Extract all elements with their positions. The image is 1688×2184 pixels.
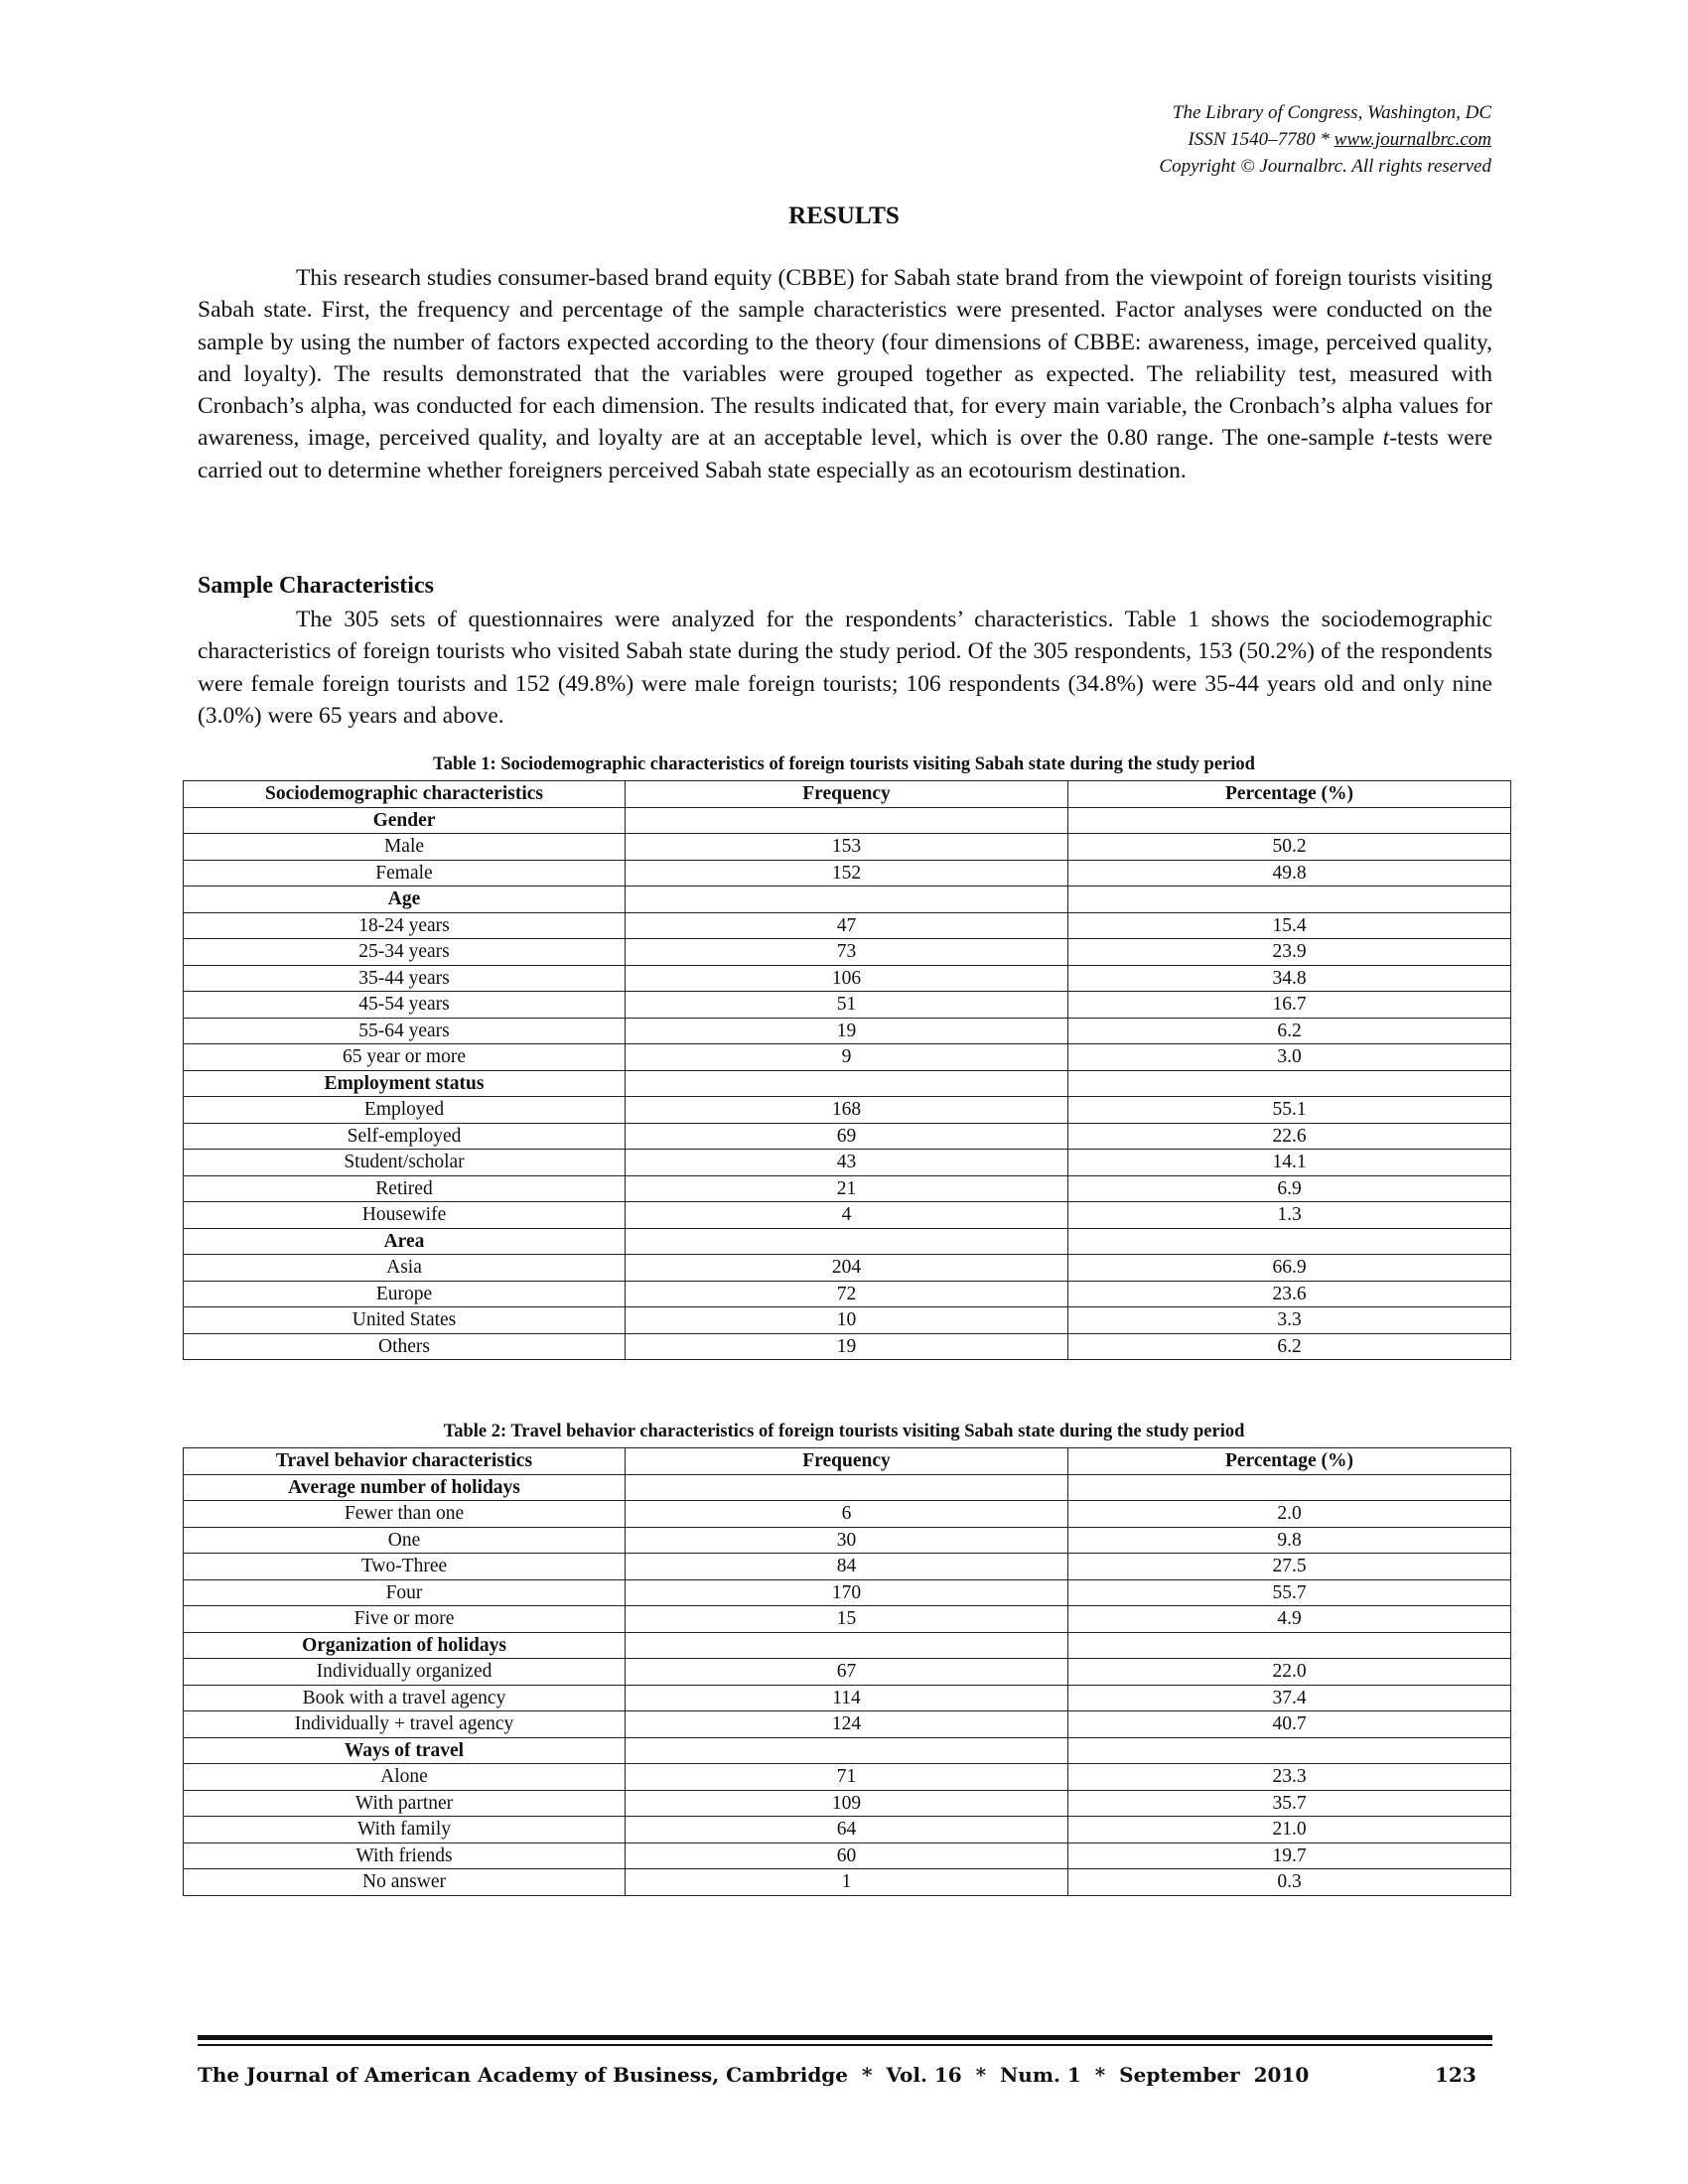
column-header: Travel behavior characteristics	[184, 1448, 626, 1475]
frequency-cell: 21	[626, 1175, 1068, 1202]
percentage-cell: 3.0	[1068, 1044, 1511, 1071]
row-label: Five or more	[184, 1606, 626, 1633]
results-paragraph	[198, 262, 1492, 486]
row-label: No answer	[184, 1869, 626, 1896]
table-header-row	[184, 1448, 1511, 1475]
table-row	[184, 1790, 1511, 1817]
percentage-cell: 22.6	[1068, 1123, 1511, 1150]
table-group-row	[184, 1228, 1511, 1255]
group-label: Area	[184, 1228, 626, 1255]
percentage-cell: 55.7	[1068, 1579, 1511, 1606]
empty-cell	[1068, 1474, 1511, 1501]
group-label: Gender	[184, 807, 626, 834]
table-row	[184, 1202, 1511, 1229]
frequency-cell: 1	[626, 1869, 1068, 1896]
footer-rule-thin	[198, 2044, 1492, 2046]
table-row	[184, 1685, 1511, 1711]
percentage-cell: 19.7	[1068, 1843, 1511, 1869]
table-row	[184, 1044, 1511, 1071]
row-label: Asia	[184, 1255, 626, 1282]
table-row	[184, 1843, 1511, 1869]
empty-cell	[626, 807, 1068, 834]
footer-journal-citation: The Journal of American Academy of Business, Cambridge * Vol. 16 * Num. 1 * September 2010	[198, 2063, 1310, 2087]
table-row	[184, 1711, 1511, 1738]
table-row	[184, 912, 1511, 939]
percentage-cell: 6.2	[1068, 1333, 1511, 1360]
group-label: Employment status	[184, 1070, 626, 1097]
page-number: 123	[1435, 2063, 1477, 2087]
percentage-cell: 2.0	[1068, 1501, 1511, 1528]
frequency-cell: 84	[626, 1554, 1068, 1580]
sociodemographic-table	[183, 780, 1511, 1360]
frequency-cell: 204	[626, 1255, 1068, 1282]
frequency-cell: 124	[626, 1711, 1068, 1738]
frequency-cell: 43	[626, 1150, 1068, 1176]
group-label: Organization of holidays	[184, 1632, 626, 1659]
frequency-cell: 9	[626, 1044, 1068, 1071]
percentage-cell: 14.1	[1068, 1150, 1511, 1176]
percentage-cell: 40.7	[1068, 1711, 1511, 1738]
table-row	[184, 1175, 1511, 1202]
percentage-cell: 16.7	[1068, 992, 1511, 1019]
header-issn-line	[1159, 126, 1491, 153]
table-group-row	[184, 1737, 1511, 1764]
table-group-row	[184, 1070, 1511, 1097]
empty-cell	[626, 1474, 1068, 1501]
frequency-cell: 19	[626, 1018, 1068, 1044]
sample-paragraph-text: The 305 sets of questionnaires were analyzed for the respondents’ characteristics. Table 1 shows the sociodemographic characteristics of foreign tourists who visited Sabah state during the study period. Of the 305 respondents, 153 (50.2%) of the respondents were female foreign tourists and 152 (49.8%) were male foreign tourists; 106 respondents (34.8%) were 35-44 years old and only nine (3.0%) were 65 years and above.	[198, 607, 1492, 729]
percentage-cell: 15.4	[1068, 912, 1511, 939]
table-row	[184, 939, 1511, 966]
row-label: 65 year or more	[184, 1044, 626, 1071]
header-library-line: The Library of Congress, Washington, DC	[1172, 102, 1491, 123]
row-label: Self-employed	[184, 1123, 626, 1150]
frequency-cell: 106	[626, 965, 1068, 992]
percentage-cell: 37.4	[1068, 1685, 1511, 1711]
row-label: With friends	[184, 1843, 626, 1869]
frequency-cell: 10	[626, 1307, 1068, 1334]
table-row	[184, 1659, 1511, 1686]
row-label: 45-54 years	[184, 992, 626, 1019]
table-row	[184, 1150, 1511, 1176]
row-label: 55-64 years	[184, 1018, 626, 1044]
row-label: Retired	[184, 1175, 626, 1202]
table-row	[184, 1501, 1511, 1528]
table-row	[184, 860, 1511, 887]
subsection-heading: Sample Characteristics	[198, 573, 434, 599]
row-label: 35-44 years	[184, 965, 626, 992]
frequency-cell: 73	[626, 939, 1068, 966]
percentage-cell: 49.8	[1068, 860, 1511, 887]
empty-cell	[1068, 1632, 1511, 1659]
section-title: RESULTS	[788, 203, 900, 229]
frequency-cell: 4	[626, 1202, 1068, 1229]
group-label: Average number of holidays	[184, 1474, 626, 1501]
frequency-cell: 152	[626, 860, 1068, 887]
row-label: Book with a travel agency	[184, 1685, 626, 1711]
header-copyright-line: Copyright © Journalbrc. All rights reserved	[1159, 156, 1491, 177]
table-row	[184, 1281, 1511, 1307]
table-row	[184, 834, 1511, 861]
percentage-cell: 6.2	[1068, 1018, 1511, 1044]
frequency-cell: 60	[626, 1843, 1068, 1869]
empty-cell	[1068, 1228, 1511, 1255]
percentage-cell: 23.6	[1068, 1281, 1511, 1307]
group-label: Age	[184, 887, 626, 913]
paragraph-text-end: -tests were carried out to determine whether foreigners perceived Sabah state especially as an ecotourism destination.	[198, 425, 1492, 483]
row-label: Male	[184, 834, 626, 861]
table1-caption: Table 1: Sociodemographic characteristics of foreign tourists visiting Sabah state during the study period	[433, 754, 1255, 774]
empty-cell	[1068, 1737, 1511, 1764]
t-italic: t	[1382, 425, 1390, 452]
percentage-cell: 3.3	[1068, 1307, 1511, 1334]
frequency-cell: 71	[626, 1764, 1068, 1791]
empty-cell	[1068, 887, 1511, 913]
table-group-row	[184, 1632, 1511, 1659]
row-label: United States	[184, 1307, 626, 1334]
table-group-row	[184, 807, 1511, 834]
table-row	[184, 992, 1511, 1019]
frequency-cell: 51	[626, 992, 1068, 1019]
empty-cell	[626, 1228, 1068, 1255]
row-label: One	[184, 1527, 626, 1554]
table-row	[184, 1333, 1511, 1360]
empty-cell	[626, 1632, 1068, 1659]
percentage-cell: 35.7	[1068, 1790, 1511, 1817]
table-row	[184, 1764, 1511, 1791]
row-label: 25-34 years	[184, 939, 626, 966]
table-row	[184, 1554, 1511, 1580]
column-header: Percentage (%)	[1068, 1448, 1511, 1475]
table-row	[184, 1307, 1511, 1334]
frequency-cell: 47	[626, 912, 1068, 939]
running-header	[1159, 99, 1491, 180]
frequency-cell: 67	[626, 1659, 1068, 1686]
percentage-cell: 1.3	[1068, 1202, 1511, 1229]
row-label: Employed	[184, 1097, 626, 1124]
row-label: Alone	[184, 1764, 626, 1791]
percentage-cell: 66.9	[1068, 1255, 1511, 1282]
table-group-row	[184, 1474, 1511, 1501]
footer-rule-thick	[198, 2035, 1492, 2040]
frequency-cell: 64	[626, 1817, 1068, 1843]
column-header: Frequency	[626, 1448, 1068, 1475]
frequency-cell: 6	[626, 1501, 1068, 1528]
percentage-cell: 55.1	[1068, 1097, 1511, 1124]
column-header: Percentage (%)	[1068, 781, 1511, 808]
frequency-cell: 114	[626, 1685, 1068, 1711]
frequency-cell: 30	[626, 1527, 1068, 1554]
table-row	[184, 1018, 1511, 1044]
row-label: Student/scholar	[184, 1150, 626, 1176]
percentage-cell: 23.9	[1068, 939, 1511, 966]
sample-paragraph	[198, 604, 1492, 732]
percentage-cell: 9.8	[1068, 1527, 1511, 1554]
row-label: Four	[184, 1579, 626, 1606]
percentage-cell: 50.2	[1068, 834, 1511, 861]
table-header-row	[184, 781, 1511, 808]
frequency-cell: 69	[626, 1123, 1068, 1150]
table-row	[184, 1527, 1511, 1554]
percentage-cell: 23.3	[1068, 1764, 1511, 1791]
column-header: Sociodemographic characteristics	[184, 781, 626, 808]
row-label: Europe	[184, 1281, 626, 1307]
percentage-cell: 34.8	[1068, 965, 1511, 992]
frequency-cell: 170	[626, 1579, 1068, 1606]
row-label: Fewer than one	[184, 1501, 626, 1528]
table-row	[184, 1097, 1511, 1124]
empty-cell	[626, 887, 1068, 913]
table-row	[184, 965, 1511, 992]
journal-website-link[interactable]: www.journalbrc.com	[1334, 129, 1491, 150]
table-row	[184, 1255, 1511, 1282]
row-label: Individually + travel agency	[184, 1711, 626, 1738]
empty-cell	[1068, 1070, 1511, 1097]
frequency-cell: 19	[626, 1333, 1068, 1360]
percentage-cell: 21.0	[1068, 1817, 1511, 1843]
percentage-cell: 4.9	[1068, 1606, 1511, 1633]
paragraph-text-start: This research studies consumer-based brand equity (CBBE) for Sabah state brand from the viewpoint of foreign tourists visiting Sabah state. First, the frequency and percentage of the sample characteristics were presented. Factor analyses were conducted on the sample by using the number of factors expected according to the theory (four dimensions of CBBE: awareness, image, perceived quality, and loyalty). The results demonstrated that the variables were grouped together as expected. The reliability test, measured with Cronbach’s alpha, was conducted for each dimension. The results indicated that, for every main variable, the Cronbach’s alpha values for awareness, image, perceived quality, and loyalty are at an acceptable level, which is over the 0.80 range. The one-sample	[198, 265, 1492, 452]
row-label: With partner	[184, 1790, 626, 1817]
group-label: Ways of travel	[184, 1737, 626, 1764]
percentage-cell: 27.5	[1068, 1554, 1511, 1580]
frequency-cell: 109	[626, 1790, 1068, 1817]
empty-cell	[626, 1070, 1068, 1097]
row-label: Others	[184, 1333, 626, 1360]
percentage-cell: 0.3	[1068, 1869, 1511, 1896]
empty-cell	[626, 1737, 1068, 1764]
row-label: With family	[184, 1817, 626, 1843]
header-issn: ISSN 1540–7780 *	[1188, 129, 1335, 150]
frequency-cell: 72	[626, 1281, 1068, 1307]
row-label: Housewife	[184, 1202, 626, 1229]
percentage-cell: 22.0	[1068, 1659, 1511, 1686]
frequency-cell: 168	[626, 1097, 1068, 1124]
frequency-cell: 153	[626, 834, 1068, 861]
column-header: Frequency	[626, 781, 1068, 808]
table-row	[184, 1869, 1511, 1896]
table-row	[184, 1579, 1511, 1606]
table-row	[184, 1606, 1511, 1633]
percentage-cell: 6.9	[1068, 1175, 1511, 1202]
table2-caption: Table 2: Travel behavior characteristics of foreign tourists visiting Sabah state during the study period	[443, 1422, 1245, 1441]
table-row	[184, 1817, 1511, 1843]
row-label: 18-24 years	[184, 912, 626, 939]
table-group-row	[184, 887, 1511, 913]
row-label: Individually organized	[184, 1659, 626, 1686]
frequency-cell: 15	[626, 1606, 1068, 1633]
table-row	[184, 1123, 1511, 1150]
empty-cell	[1068, 807, 1511, 834]
row-label: Two-Three	[184, 1554, 626, 1580]
travel-behavior-table	[183, 1447, 1511, 1896]
row-label: Female	[184, 860, 626, 887]
